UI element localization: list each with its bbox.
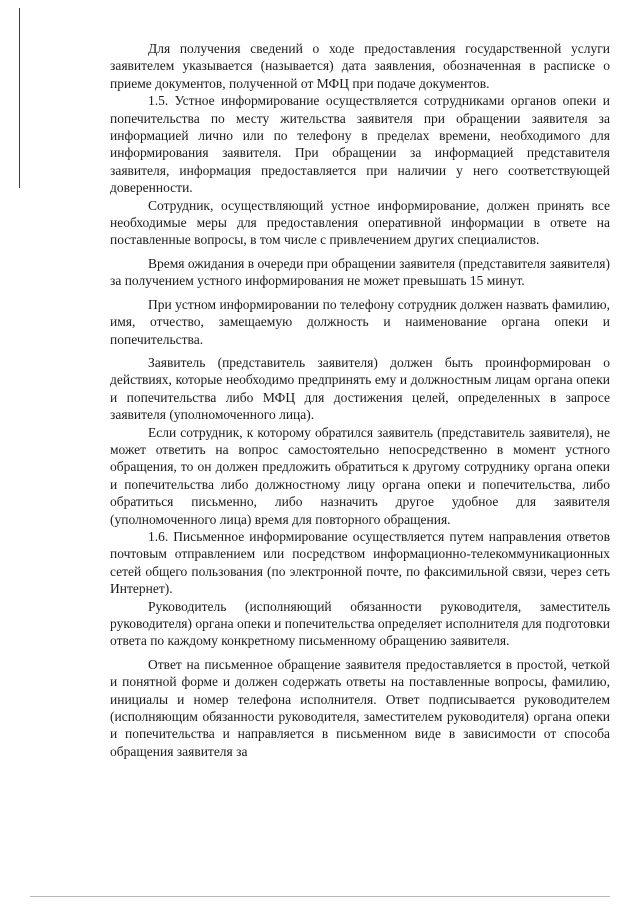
paragraph-officer-measures: Сотрудник, осуществляющий устное информирование, должен принять все необходимые меры для предоставления оперативной информации в ответе на поставленные вопросы, в том числе с привлечением других специалистов. <box>110 197 610 248</box>
paragraph-redirect: Если сотрудник, к которому обратился заявитель (представитель заявителя), не может ответить на вопрос самостоятельно непосредственно в момент устного обращения, то он должен предложить обратиться к другому сотруднику органа опеки и попечительства либо должностному лицу органа опеки и попечительства, либо обратиться письменно, либо назначить другое удобное для заявителя (уполномоченного лица) время для повторного обращения. <box>110 424 610 527</box>
paragraph-waiting-time: Время ожидания в очереди при обращении заявителя (представителя заявителя) за получением устного информирования не может превышать 15 минут. <box>110 255 610 289</box>
paragraph-status-info: Для получения сведений о ходе предоставления государственной услуги заявителем указывается (называется) дата заявления, обозначенная в расписке о приеме документов, полученной от МФЦ при подаче документов. <box>110 41 610 91</box>
paragraph-1-6-written-info: 1.6. Письменное информирование осуществляется путем направления ответов почтовым отправлением или посредством информационно-телекоммуникационных сетей общего пользования (по электронной почте, по факсимильной связи, через сеть Интернет). <box>110 528 610 597</box>
paragraph-applicant-actions: Заявитель (представитель заявителя) должен быть проинформирован о действиях, которые необходимо предпринять ему и должностным лицам органа опеки и попечительства либо МФЦ для достижения целей, определенных в запросе заявителя (уполномоченного лица). <box>110 354 610 423</box>
paragraph-phone-info: При устном информировании по телефону сотрудник должен назвать фамилию, имя, отчество, замещаемую должность и наименование органа опеки и попечительства. <box>110 296 610 347</box>
paragraph-head-assigns: Руководитель (исполняющий обязанности руководителя, заместитель руководителя) органа опеки и попечительства определяет исполнителя для подготовки ответа по каждому конкретному письменному обращению заявителя. <box>110 598 610 649</box>
document-body <box>110 40 610 760</box>
margin-line <box>19 8 20 188</box>
paragraph-written-answer: Ответ на письменное обращение заявителя предоставляется в простой, четкой и понятной форме и должен содержать ответы на поставленные вопросы, фамилию, инициалы и номер телефона исполнителя. Ответ подписывается руководителем (исполняющим обязанности руководителя, заместителем руководителя) органа опеки и попечительства и направляется в письменном виде в зависимости от способа обращения заявителя за <box>110 656 610 759</box>
bottom-line <box>30 896 610 897</box>
paragraph-1-5-oral-info: 1.5. Устное информирование осуществляется сотрудниками органов опеки и попечительства по месту жительства заявителя при обращении заявителя за информацией лично или по телефону в пределах времени, необходимого для информирования заявителя. При обращении за информацией представителя заявителя, информация предоставляется при наличии у него соответствующей доверенности. <box>110 93 610 196</box>
